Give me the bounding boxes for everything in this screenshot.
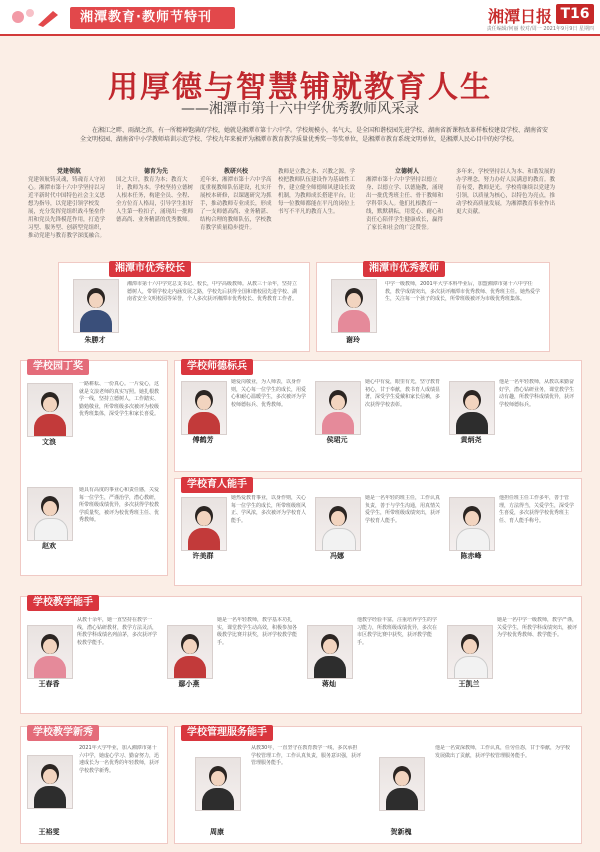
newspaper-header bbox=[0, 0, 600, 36]
person-name: 蒋灿 bbox=[322, 680, 336, 688]
column-heading: 立德树人 bbox=[394, 168, 419, 175]
column-heading: 教研兴校 bbox=[223, 168, 248, 175]
column-text: 多年来，学校坚持以人为本、和谐发展的办学理念，努力办好人民满意的教育。教育有爱，教师是光。学校将继续以党建为引领，以质量为核心，以特色为亮点，推动学校高质量发展，为湘潭教育事业作出更大贡献。 bbox=[456, 169, 556, 215]
section-tag: 学校教学新秀 bbox=[27, 725, 99, 741]
person-bio: 2021年大学毕业，加入湘潭市第十六中学，她虚心学习、勤奋努力，迅速成长为一名优秀的年轻教师，获评学校教学新秀。 bbox=[79, 745, 160, 774]
person-name: 谢玲 bbox=[346, 336, 360, 344]
person-name: 王裕雯 bbox=[38, 828, 60, 836]
column-text: 近年来，湘潭市第十六中学高度重视教师队伍建设，扎实开展校本研修，以课题研究为抓手，推动教师专业成长，形成了一支师德高尚、业务精湛、结构合理的教师队伍，学校教育教学质量稳步提升。 bbox=[200, 177, 272, 231]
portrait-photo bbox=[307, 625, 353, 679]
section-excellent-teacher bbox=[316, 262, 550, 352]
article-intro: 在湘江之畔、雨湖之滨，有一所精神饱满的学校，她就是湘潭市第十六中学。学校规模小，名气大，是全国和谐校园先进学校、湖南省新课程改革样板校建设学校、湖南省安全文明校园、湖南省中小学教师培训示范学校、学校九年来被评为湘潭市教育教学质量优秀奖一等奖单位，是湘潭市教育系统文明单位，是湘潭人民心目中的好学校。 bbox=[80, 127, 549, 143]
section-tag: 学校园丁奖 bbox=[27, 359, 89, 375]
article-subtitle: ——湘潭市第十六中学优秀教师风采录 bbox=[181, 101, 419, 117]
person-bio: 从教30年，一直坚守在教育教学一线，多次承担学校管理工作，工作认真负责，服务意识强，获评管理服务能手。 bbox=[251, 745, 361, 766]
section-ethics-model bbox=[174, 360, 582, 472]
section-tag: 学校师德标兵 bbox=[181, 359, 253, 375]
person-name: 王春香 bbox=[38, 680, 60, 688]
section-tag: 学校教学能手 bbox=[27, 595, 99, 611]
person-bio: 她热爱教育事业，以身作则，关心每一位学生的成长，所带班级班风正、学风浓，多次被评为学校育人能手。 bbox=[231, 495, 307, 524]
portrait-photo bbox=[315, 381, 361, 435]
person-name: 傅鹤芳 bbox=[192, 436, 214, 444]
column-text: 党建领航铸灵魂，铸魂育人守初心。湘潭市第十六中学坚持以习近平新时代中国特色社会主义思想为指导，以党建引领学校发展，充分发挥党组织战斗堡垒作用和党员先锋模范作用，打造学习型、服务型、创新型党组织，推动党建与教育教学深度融合。 bbox=[28, 177, 106, 239]
person-bio: 中学一级教师，2001年大学本科毕业后，加盟湘潭市第十六中学任教，教学成绩突出，多次获评湘潭市优秀教师、优秀班主任。她热爱学生，关注每一个孩子的成长，所带班级被评为市级优秀班集体。 bbox=[385, 281, 541, 302]
person-name: 周康 bbox=[210, 828, 224, 836]
section-gardener-award bbox=[20, 360, 168, 576]
person-bio: 她是一名中学一级教师，教学严谨，关爱学生，所教学科成绩突出，被评为学校优秀教师、教学能手。 bbox=[497, 617, 577, 638]
portrait-photo bbox=[27, 383, 73, 437]
person-bio: 他担任班主任工作多年，善于管理，方法得当，关爱学生，深受学生喜爱，多次获得学校优秀班主任、育人能手称号。 bbox=[499, 495, 575, 524]
person-bio: 他是一名资深教师，工作认真，任劳任怨，甘于奉献，为学校发展做出了贡献，获评学校管理服务能手。 bbox=[435, 745, 571, 759]
portrait-photo bbox=[167, 625, 213, 679]
portrait-photo bbox=[195, 757, 241, 811]
newspaper-name: 湘潭日报 bbox=[487, 7, 552, 26]
column-text: 湘潭市第十六中学坚持以德立身、以德立学、以德施教，涌现出一批优秀班主任、骨干教师和学科带头人。他们扎根教育一线，默默耕耘，用爱心、耐心和责任心陪伴学生健康成长，赢得了家长和社会的广泛赞誉。 bbox=[366, 177, 444, 231]
person-bio: 他教学经验丰富，注重培养学生的学习能力，所教班级成绩优异，多次在市区教学比赛中获奖，获评教学能手。 bbox=[357, 617, 437, 646]
portrait-photo bbox=[315, 497, 361, 551]
section-management-expert bbox=[174, 726, 582, 844]
person-bio: 一路耕耘、一份真心。一片爱心，这就是文浪老师的真实写照。她扎根教学一线，坚持立德树人，工作踏实、勤勉敬业，所带班级多次被评为校级优秀班集体，深受学生和家长喜爱。 bbox=[79, 381, 160, 417]
flower-decoration-icon bbox=[8, 5, 63, 29]
column-heading: 党建领航 bbox=[56, 168, 81, 175]
section-teaching-newcomer bbox=[20, 726, 168, 844]
column-heading: 德育为先 bbox=[143, 168, 168, 175]
person-name: 鄢小燕 bbox=[178, 680, 200, 688]
section-tag: 湘潭市优秀教师 bbox=[363, 261, 445, 277]
section-teaching-expert bbox=[20, 596, 582, 714]
column-text: 教师是立教之本、兴教之源。学校把教师队伍建设作为基础性工作，建立健全师德师风建设长效机制，为教师成长搭建平台，让每一位教师都能在平凡的岗位上书写不平凡的教育人生。 bbox=[278, 169, 356, 215]
person-name: 许美群 bbox=[192, 552, 214, 560]
person-bio: 她爱岗敬业，为人师表，以身作则，关心每一位学生的成长，用爱心和耐心温暖学生，多次被评为学校师德标兵、优秀教师。 bbox=[231, 379, 307, 408]
column-text: 国之大计，教育为本；教育大计，教师为本。学校坚持立德树人根本任务，构建全员、全程、全方位育人格局，引导学生扣好人生第一粒扣子，涌现出一批师德高尚、业务精湛的优秀教师。 bbox=[116, 177, 194, 223]
portrait-photo bbox=[27, 625, 73, 679]
portrait-photo bbox=[331, 279, 377, 333]
portrait-photo bbox=[379, 757, 425, 811]
person-name: 侯珺元 bbox=[326, 436, 348, 444]
person-bio: 湘潭市第十六中学党总支书记、校长，中学高级教师。从教三十余年，坚持立德树人，带领学校走内涵发展之路，学校先后获得全国和谐校园先进学校、湖南省安全文明校园等荣誉，个人多次获评湘潭市优秀校长、优秀教育工作者。 bbox=[127, 281, 298, 302]
portrait-photo bbox=[181, 381, 227, 435]
person-name: 黄炳尧 bbox=[460, 436, 482, 444]
person-bio: 他是一名年轻教师，从教以来勤奋好学，潜心钻研业务，课堂教学生动有趣，所教学科成绩优异，获评学校师德标兵。 bbox=[499, 379, 575, 408]
section-education-expert bbox=[174, 478, 582, 586]
section-excellent-principal bbox=[58, 262, 310, 352]
section-tag: 学校育人能手 bbox=[181, 477, 253, 493]
portrait-photo bbox=[447, 625, 493, 679]
section-tag: 湘潭市优秀校长 bbox=[109, 261, 191, 277]
person-name: 冯娜 bbox=[330, 552, 344, 560]
person-bio: 她心中有爱，眼里有光，坚守教育初心，甘于奉献，教书育人成绩显著，深受学生爱戴和家长信赖，多次获得学校表彰。 bbox=[365, 379, 441, 408]
page-number: T16 bbox=[556, 4, 594, 24]
person-bio: 从教十余年，她一直坚持在教学一线，潜心钻研教材，教学方法灵活，所教学科成绩名列前茅，多次获评学校教学能手。 bbox=[77, 617, 157, 646]
portrait-photo bbox=[449, 381, 495, 435]
portrait-photo bbox=[449, 497, 495, 551]
portrait-photo bbox=[73, 279, 119, 333]
person-name: 陈赤峰 bbox=[460, 552, 482, 560]
article-title: 用厚德与智慧铺就教育人生 bbox=[108, 70, 492, 105]
special-edition-band: 湘潭教育·教师节特刊 bbox=[70, 7, 235, 29]
portrait-photo bbox=[27, 487, 73, 541]
person-name: 文浪 bbox=[42, 438, 56, 446]
portrait-photo bbox=[181, 497, 227, 551]
person-bio: 她是一名年轻教师，教学基本功扎实，课堂教学生动高效，积极参加各级教学比赛并获奖，获评学校教学能手。 bbox=[217, 617, 297, 646]
portrait-photo bbox=[27, 755, 73, 809]
person-name: 赵欢 bbox=[42, 542, 56, 550]
person-name: 王凯兰 bbox=[458, 680, 480, 688]
person-bio: 她是一名年轻的班主任，工作认真负责，善于与学生沟通，用真情关爱学生，所带班级成绩突出，获评学校育人能手。 bbox=[365, 495, 441, 524]
person-name: 贺新槐 bbox=[390, 828, 412, 836]
section-tag: 学校管理服务能手 bbox=[181, 725, 273, 741]
person-name: 朱勝才 bbox=[84, 336, 106, 344]
header-meta: 责任编辑/何丽 校对/周一 2021年9月9日 星期四 bbox=[486, 26, 594, 32]
person-bio: 她具有高度的事业心和责任感，关爱每一位学生，严谨治学，潜心教研，所带班级成绩优异，多次获得学校教学质量奖，被评为校优秀班主任、优秀教师。 bbox=[79, 487, 160, 523]
